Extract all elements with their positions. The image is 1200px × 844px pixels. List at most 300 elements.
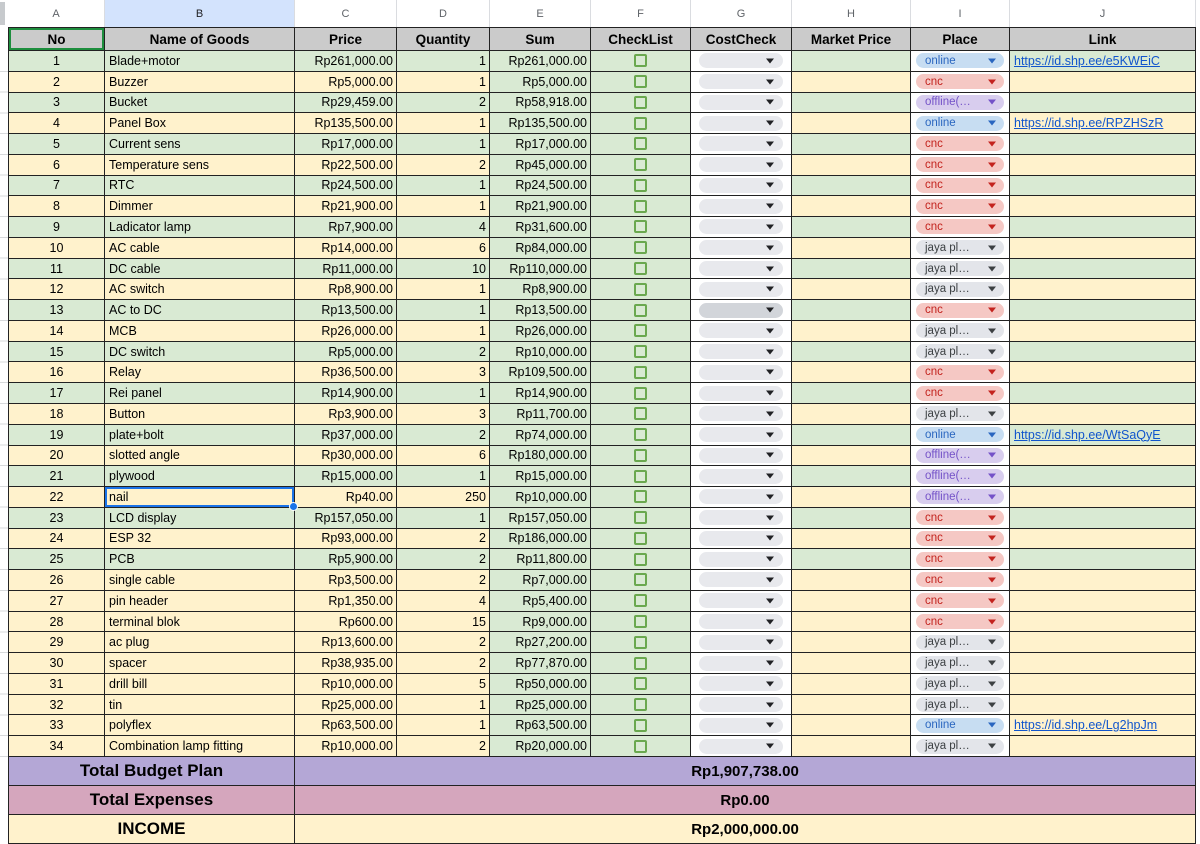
costcheck-dropdown[interactable]: [699, 344, 783, 359]
cell-link[interactable]: [1010, 404, 1196, 425]
cell-sum[interactable]: Rp17,000.00: [490, 134, 591, 155]
checklist-checkbox[interactable]: [634, 158, 647, 171]
cell-quantity[interactable]: 2: [397, 93, 490, 114]
header-cell-place[interactable]: Place: [911, 27, 1010, 51]
cell-market-price[interactable]: [792, 134, 911, 155]
cell-sum[interactable]: Rp10,000.00: [490, 487, 591, 508]
checklist-checkbox[interactable]: [634, 594, 647, 607]
cell-quantity[interactable]: 15: [397, 612, 490, 633]
cell-name[interactable]: Button: [105, 404, 295, 425]
cell-sum[interactable]: Rp157,050.00: [490, 508, 591, 529]
checklist-checkbox[interactable]: [634, 428, 647, 441]
cell-sum[interactable]: Rp261,000.00: [490, 51, 591, 72]
costcheck-dropdown[interactable]: [699, 552, 783, 567]
cell-link[interactable]: [1010, 612, 1196, 633]
costcheck-dropdown[interactable]: [699, 219, 783, 234]
cell-market-price[interactable]: [792, 321, 911, 342]
cell-sum[interactable]: Rp58,918.00: [490, 93, 591, 114]
column-letter-I[interactable]: I: [911, 0, 1010, 27]
cell-market-price[interactable]: [792, 632, 911, 653]
cell-quantity[interactable]: 1: [397, 51, 490, 72]
cell-quantity[interactable]: 2: [397, 155, 490, 176]
cell-sum[interactable]: Rp84,000.00: [490, 238, 591, 259]
cell-quantity[interactable]: 4: [397, 217, 490, 238]
cell-no[interactable]: 17: [8, 383, 105, 404]
cell-quantity[interactable]: 3: [397, 362, 490, 383]
cell-no[interactable]: 14: [8, 321, 105, 342]
cell-no[interactable]: 15: [8, 342, 105, 363]
cell-sum[interactable]: Rp24,500.00: [490, 176, 591, 197]
shop-link[interactable]: https://id.shp.ee/WtSaQyE: [1014, 427, 1161, 442]
cell-no[interactable]: 11: [8, 259, 105, 280]
place-dropdown-cnc[interactable]: [916, 219, 1004, 234]
column-letter-F[interactable]: F: [591, 0, 691, 27]
cell-price[interactable]: Rp10,000.00: [295, 736, 397, 757]
place-dropdown-jaya[interactable]: [916, 240, 1004, 255]
cell-no[interactable]: 24: [8, 529, 105, 550]
cell-no[interactable]: 16: [8, 362, 105, 383]
costcheck-dropdown[interactable]: [699, 427, 783, 442]
cell-price[interactable]: Rp40.00: [295, 487, 397, 508]
cell-quantity[interactable]: 1: [397, 508, 490, 529]
costcheck-dropdown[interactable]: [699, 697, 783, 712]
checklist-checkbox[interactable]: [634, 220, 647, 233]
cell-quantity[interactable]: 2: [397, 632, 490, 653]
cell-name[interactable]: Relay: [105, 362, 295, 383]
column-letter-H[interactable]: H: [792, 0, 911, 27]
cell-price[interactable]: Rp261,000.00: [295, 51, 397, 72]
checklist-checkbox[interactable]: [634, 137, 647, 150]
cell-price[interactable]: Rp1,350.00: [295, 591, 397, 612]
checklist-checkbox[interactable]: [634, 54, 647, 67]
cell-market-price[interactable]: [792, 425, 911, 446]
cell-price[interactable]: Rp30,000.00: [295, 446, 397, 467]
place-dropdown-online[interactable]: [916, 53, 1004, 68]
cell-sum[interactable]: Rp180,000.00: [490, 446, 591, 467]
cell-price[interactable]: Rp13,600.00: [295, 632, 397, 653]
checklist-checkbox[interactable]: [634, 200, 647, 213]
cell-link[interactable]: [1010, 51, 1196, 72]
cell-sum[interactable]: Rp5,000.00: [490, 72, 591, 93]
cell-market-price[interactable]: [792, 653, 911, 674]
cell-price[interactable]: Rp25,000.00: [295, 695, 397, 716]
cell-quantity[interactable]: 2: [397, 425, 490, 446]
header-cell-checklist[interactable]: CheckList: [591, 27, 691, 51]
costcheck-dropdown[interactable]: [699, 261, 783, 276]
column-letter-B[interactable]: B: [105, 0, 295, 27]
cell-sum[interactable]: Rp10,000.00: [490, 342, 591, 363]
cell-quantity[interactable]: 2: [397, 529, 490, 550]
column-letter-J[interactable]: J: [1010, 0, 1196, 27]
place-dropdown-jaya[interactable]: [916, 282, 1004, 297]
cell-name[interactable]: ESP 32: [105, 529, 295, 550]
place-dropdown-cnc[interactable]: [916, 365, 1004, 380]
cell-quantity[interactable]: 2: [397, 736, 490, 757]
cell-price[interactable]: Rp21,900.00: [295, 196, 397, 217]
cell-no[interactable]: 19: [8, 425, 105, 446]
cell-name[interactable]: LCD display: [105, 508, 295, 529]
cell-link[interactable]: [1010, 549, 1196, 570]
cell-link[interactable]: [1010, 695, 1196, 716]
cell-sum[interactable]: Rp14,900.00: [490, 383, 591, 404]
checklist-checkbox[interactable]: [634, 532, 647, 545]
shop-link[interactable]: https://id.shp.ee/e5KWEiC: [1014, 53, 1160, 68]
place-dropdown-jaya[interactable]: [916, 676, 1004, 691]
cell-name[interactable]: Blade+motor: [105, 51, 295, 72]
cell-sum[interactable]: Rp109,500.00: [490, 362, 591, 383]
cell-name[interactable]: Bucket: [105, 93, 295, 114]
cell-quantity[interactable]: 1: [397, 715, 490, 736]
cell-market-price[interactable]: [792, 529, 911, 550]
costcheck-dropdown[interactable]: [699, 489, 783, 504]
shop-link[interactable]: https://id.shp.ee/Lg2hpJm: [1014, 718, 1158, 733]
place-dropdown-cnc[interactable]: [916, 386, 1004, 401]
cell-name[interactable]: Buzzer: [105, 72, 295, 93]
cell-link[interactable]: [1010, 591, 1196, 612]
cell-market-price[interactable]: [792, 674, 911, 695]
cell-market-price[interactable]: [792, 279, 911, 300]
cell-sum[interactable]: Rp74,000.00: [490, 425, 591, 446]
cell-market-price[interactable]: [792, 446, 911, 467]
total-label[interactable]: INCOME: [8, 815, 295, 844]
costcheck-dropdown[interactable]: [699, 635, 783, 650]
cell-no[interactable]: 13: [8, 300, 105, 321]
checklist-checkbox[interactable]: [634, 324, 647, 337]
cell-name[interactable]: spacer: [105, 653, 295, 674]
cell-sum[interactable]: Rp11,800.00: [490, 549, 591, 570]
place-dropdown-jaya[interactable]: [916, 697, 1004, 712]
cell-sum[interactable]: Rp26,000.00: [490, 321, 591, 342]
cell-quantity[interactable]: 10: [397, 259, 490, 280]
costcheck-dropdown[interactable]: [699, 448, 783, 463]
cell-name[interactable]: single cable: [105, 570, 295, 591]
cell-link[interactable]: [1010, 321, 1196, 342]
cell-name[interactable]: Panel Box: [105, 113, 295, 134]
cell-link[interactable]: [1010, 736, 1196, 757]
cell-price[interactable]: Rp5,000.00: [295, 342, 397, 363]
costcheck-dropdown[interactable]: [699, 593, 783, 608]
place-dropdown-online[interactable]: [916, 427, 1004, 442]
header-cell-name-of-goods[interactable]: Name of Goods: [105, 27, 295, 51]
cell-market-price[interactable]: [792, 612, 911, 633]
cell-price[interactable]: Rp135,500.00: [295, 113, 397, 134]
cell-price[interactable]: Rp93,000.00: [295, 529, 397, 550]
cell-name[interactable]: RTC: [105, 176, 295, 197]
cell-no[interactable]: 5: [8, 134, 105, 155]
cell-no[interactable]: 34: [8, 736, 105, 757]
header-cell-link[interactable]: Link: [1010, 27, 1196, 51]
checklist-checkbox[interactable]: [634, 283, 647, 296]
costcheck-dropdown[interactable]: [699, 676, 783, 691]
cell-quantity[interactable]: 6: [397, 238, 490, 259]
cell-no[interactable]: 27: [8, 591, 105, 612]
checklist-checkbox[interactable]: [634, 345, 647, 358]
total-label[interactable]: Total Budget Plan: [8, 757, 295, 786]
cell-link[interactable]: [1010, 653, 1196, 674]
cell-name[interactable]: AC to DC: [105, 300, 295, 321]
cell-price[interactable]: Rp10,000.00: [295, 674, 397, 695]
cell-sum[interactable]: Rp31,600.00: [490, 217, 591, 238]
cell-link[interactable]: [1010, 196, 1196, 217]
checklist-checkbox[interactable]: [634, 470, 647, 483]
cell-price[interactable]: Rp7,900.00: [295, 217, 397, 238]
cell-name[interactable]: Combination lamp fitting: [105, 736, 295, 757]
cell-market-price[interactable]: [792, 155, 911, 176]
place-dropdown-offline[interactable]: [916, 448, 1004, 463]
cell-link[interactable]: [1010, 259, 1196, 280]
cell-market-price[interactable]: [792, 383, 911, 404]
cell-quantity[interactable]: 2: [397, 653, 490, 674]
cell-quantity[interactable]: 3: [397, 404, 490, 425]
cell-no[interactable]: 22: [8, 487, 105, 508]
total-value[interactable]: Rp2,000,000.00: [295, 815, 1196, 844]
cell-sum[interactable]: Rp135,500.00: [490, 113, 591, 134]
cell-link[interactable]: [1010, 466, 1196, 487]
cell-market-price[interactable]: [792, 591, 911, 612]
cell-price[interactable]: Rp63,500.00: [295, 715, 397, 736]
cell-link[interactable]: [1010, 674, 1196, 695]
costcheck-dropdown[interactable]: [699, 718, 783, 733]
cell-price[interactable]: Rp5,000.00: [295, 72, 397, 93]
place-dropdown-cnc[interactable]: [916, 510, 1004, 525]
cell-price[interactable]: Rp3,500.00: [295, 570, 397, 591]
checklist-checkbox[interactable]: [634, 304, 647, 317]
cell-name[interactable]: plate+bolt: [105, 425, 295, 446]
cell-name[interactable]: terminal blok: [105, 612, 295, 633]
total-value[interactable]: Rp1,907,738.00: [295, 757, 1196, 786]
cell-market-price[interactable]: [792, 259, 911, 280]
place-dropdown-offline[interactable]: [916, 489, 1004, 504]
cell-price[interactable]: Rp22,500.00: [295, 155, 397, 176]
cell-link[interactable]: [1010, 715, 1196, 736]
place-dropdown-jaya[interactable]: [916, 656, 1004, 671]
place-dropdown-cnc[interactable]: [916, 74, 1004, 89]
cell-link[interactable]: [1010, 383, 1196, 404]
cell-no[interactable]: 23: [8, 508, 105, 529]
cell-market-price[interactable]: [792, 466, 911, 487]
costcheck-dropdown[interactable]: [699, 323, 783, 338]
cell-link[interactable]: [1010, 342, 1196, 363]
cell-sum[interactable]: Rp15,000.00: [490, 466, 591, 487]
cell-no[interactable]: 31: [8, 674, 105, 695]
cell-no[interactable]: 26: [8, 570, 105, 591]
cell-name[interactable]: Temperature sens: [105, 155, 295, 176]
cell-price[interactable]: Rp3,900.00: [295, 404, 397, 425]
column-letter-A[interactable]: A: [8, 0, 105, 27]
cell-sum[interactable]: Rp186,000.00: [490, 529, 591, 550]
column-letter-C[interactable]: C: [295, 0, 397, 27]
cell-name[interactable]: Ladicator lamp: [105, 217, 295, 238]
total-label[interactable]: Total Expenses: [8, 786, 295, 815]
costcheck-dropdown[interactable]: [699, 53, 783, 68]
cell-name[interactable]: Current sens: [105, 134, 295, 155]
cell-quantity[interactable]: 1: [397, 176, 490, 197]
cell-market-price[interactable]: [792, 362, 911, 383]
cell-link[interactable]: [1010, 176, 1196, 197]
cell-sum[interactable]: Rp110,000.00: [490, 259, 591, 280]
header-cell-no[interactable]: No: [8, 27, 105, 51]
checklist-checkbox[interactable]: [634, 615, 647, 628]
cell-no[interactable]: 9: [8, 217, 105, 238]
cell-link[interactable]: [1010, 300, 1196, 321]
cell-market-price[interactable]: [792, 238, 911, 259]
checklist-checkbox[interactable]: [634, 511, 647, 524]
cell-market-price[interactable]: [792, 736, 911, 757]
costcheck-dropdown[interactable]: [699, 510, 783, 525]
costcheck-dropdown[interactable]: [699, 303, 783, 318]
place-dropdown-jaya[interactable]: [916, 635, 1004, 650]
cell-sum[interactable]: Rp7,000.00: [490, 570, 591, 591]
place-dropdown-cnc[interactable]: [916, 572, 1004, 587]
cell-link[interactable]: [1010, 508, 1196, 529]
cell-sum[interactable]: Rp13,500.00: [490, 300, 591, 321]
cell-link[interactable]: [1010, 570, 1196, 591]
costcheck-dropdown[interactable]: [699, 406, 783, 421]
cell-market-price[interactable]: [792, 404, 911, 425]
cell-link[interactable]: [1010, 487, 1196, 508]
cell-name[interactable]: DC cable: [105, 259, 295, 280]
cell-link[interactable]: [1010, 155, 1196, 176]
cell-name[interactable]: PCB: [105, 549, 295, 570]
cell-no[interactable]: 20: [8, 446, 105, 467]
cell-name[interactable]: ac plug: [105, 632, 295, 653]
cell-name[interactable]: DC switch: [105, 342, 295, 363]
cell-link[interactable]: [1010, 113, 1196, 134]
cell-name[interactable]: AC cable: [105, 238, 295, 259]
cell-link[interactable]: [1010, 217, 1196, 238]
header-cell-costcheck[interactable]: CostCheck: [691, 27, 792, 51]
cell-no[interactable]: 18: [8, 404, 105, 425]
cell-name[interactable]: MCB: [105, 321, 295, 342]
header-cell-sum[interactable]: Sum: [490, 27, 591, 51]
checklist-checkbox[interactable]: [634, 407, 647, 420]
checklist-checkbox[interactable]: [634, 698, 647, 711]
cell-sum[interactable]: Rp77,870.00: [490, 653, 591, 674]
costcheck-dropdown[interactable]: [699, 656, 783, 671]
cell-name[interactable]: nail: [105, 487, 295, 508]
cell-market-price[interactable]: [792, 570, 911, 591]
costcheck-dropdown[interactable]: [699, 614, 783, 629]
cell-sum[interactable]: Rp45,000.00: [490, 155, 591, 176]
cell-no[interactable]: 10: [8, 238, 105, 259]
costcheck-dropdown[interactable]: [699, 572, 783, 587]
cell-name[interactable]: pin header: [105, 591, 295, 612]
checklist-checkbox[interactable]: [634, 719, 647, 732]
cell-name[interactable]: Rei panel: [105, 383, 295, 404]
cell-sum[interactable]: Rp5,400.00: [490, 591, 591, 612]
cell-no[interactable]: 1: [8, 51, 105, 72]
cell-quantity[interactable]: 1: [397, 300, 490, 321]
cell-name[interactable]: polyflex: [105, 715, 295, 736]
place-dropdown-cnc[interactable]: [916, 614, 1004, 629]
place-dropdown-offline[interactable]: [916, 95, 1004, 110]
costcheck-dropdown[interactable]: [699, 178, 783, 193]
place-dropdown-cnc[interactable]: [916, 303, 1004, 318]
costcheck-dropdown[interactable]: [699, 531, 783, 546]
cell-quantity[interactable]: 1: [397, 321, 490, 342]
cell-no[interactable]: 30: [8, 653, 105, 674]
checklist-checkbox[interactable]: [634, 96, 647, 109]
cell-quantity[interactable]: 4: [397, 591, 490, 612]
cell-sum[interactable]: Rp9,000.00: [490, 612, 591, 633]
costcheck-dropdown[interactable]: [699, 469, 783, 484]
cell-no[interactable]: 21: [8, 466, 105, 487]
checklist-checkbox[interactable]: [634, 657, 647, 670]
cell-price[interactable]: Rp5,900.00: [295, 549, 397, 570]
place-dropdown-jaya[interactable]: [916, 344, 1004, 359]
place-dropdown-cnc[interactable]: [916, 531, 1004, 546]
column-letter-D[interactable]: D: [397, 0, 490, 27]
header-cell-market-price[interactable]: Market Price: [792, 27, 911, 51]
cell-market-price[interactable]: [792, 113, 911, 134]
cell-link[interactable]: [1010, 425, 1196, 446]
checklist-checkbox[interactable]: [634, 490, 647, 503]
checklist-checkbox[interactable]: [634, 449, 647, 462]
place-dropdown-jaya[interactable]: [916, 261, 1004, 276]
place-dropdown-cnc[interactable]: [916, 136, 1004, 151]
cell-quantity[interactable]: 1: [397, 279, 490, 300]
cell-market-price[interactable]: [792, 217, 911, 238]
cell-link[interactable]: [1010, 279, 1196, 300]
checklist-checkbox[interactable]: [634, 677, 647, 690]
header-cell-quantity[interactable]: Quantity: [397, 27, 490, 51]
costcheck-dropdown[interactable]: [699, 95, 783, 110]
cell-price[interactable]: Rp600.00: [295, 612, 397, 633]
cell-quantity[interactable]: 2: [397, 342, 490, 363]
cell-sum[interactable]: Rp8,900.00: [490, 279, 591, 300]
cell-link[interactable]: [1010, 72, 1196, 93]
cell-no[interactable]: 4: [8, 113, 105, 134]
cell-sum[interactable]: Rp20,000.00: [490, 736, 591, 757]
cell-quantity[interactable]: 5: [397, 674, 490, 695]
cell-market-price[interactable]: [792, 342, 911, 363]
cell-link[interactable]: [1010, 362, 1196, 383]
checklist-checkbox[interactable]: [634, 262, 647, 275]
cell-name[interactable]: plywood: [105, 466, 295, 487]
header-cell-price[interactable]: Price: [295, 27, 397, 51]
place-dropdown-cnc[interactable]: [916, 593, 1004, 608]
select-all-corner[interactable]: [0, 2, 5, 25]
place-dropdown-cnc[interactable]: [916, 157, 1004, 172]
costcheck-dropdown[interactable]: [699, 157, 783, 172]
cell-sum[interactable]: Rp50,000.00: [490, 674, 591, 695]
cell-link[interactable]: [1010, 134, 1196, 155]
cell-quantity[interactable]: 250: [397, 487, 490, 508]
cell-link[interactable]: [1010, 632, 1196, 653]
place-dropdown-cnc[interactable]: [916, 178, 1004, 193]
cell-quantity[interactable]: 1: [397, 695, 490, 716]
column-letter-G[interactable]: G: [691, 0, 792, 27]
checklist-checkbox[interactable]: [634, 117, 647, 130]
cell-no[interactable]: 32: [8, 695, 105, 716]
cell-name[interactable]: tin: [105, 695, 295, 716]
cell-market-price[interactable]: [792, 196, 911, 217]
cell-no[interactable]: 25: [8, 549, 105, 570]
cell-price[interactable]: Rp36,500.00: [295, 362, 397, 383]
cell-no[interactable]: 3: [8, 93, 105, 114]
cell-quantity[interactable]: 2: [397, 549, 490, 570]
cell-quantity[interactable]: 1: [397, 134, 490, 155]
checklist-checkbox[interactable]: [634, 179, 647, 192]
cell-link[interactable]: [1010, 529, 1196, 550]
cell-link[interactable]: [1010, 446, 1196, 467]
costcheck-dropdown[interactable]: [699, 739, 783, 754]
cell-no[interactable]: 33: [8, 715, 105, 736]
checklist-checkbox[interactable]: [634, 387, 647, 400]
costcheck-dropdown[interactable]: [699, 74, 783, 89]
shop-link[interactable]: https://id.shp.ee/RPZHSzR: [1014, 116, 1164, 131]
cell-price[interactable]: Rp14,900.00: [295, 383, 397, 404]
